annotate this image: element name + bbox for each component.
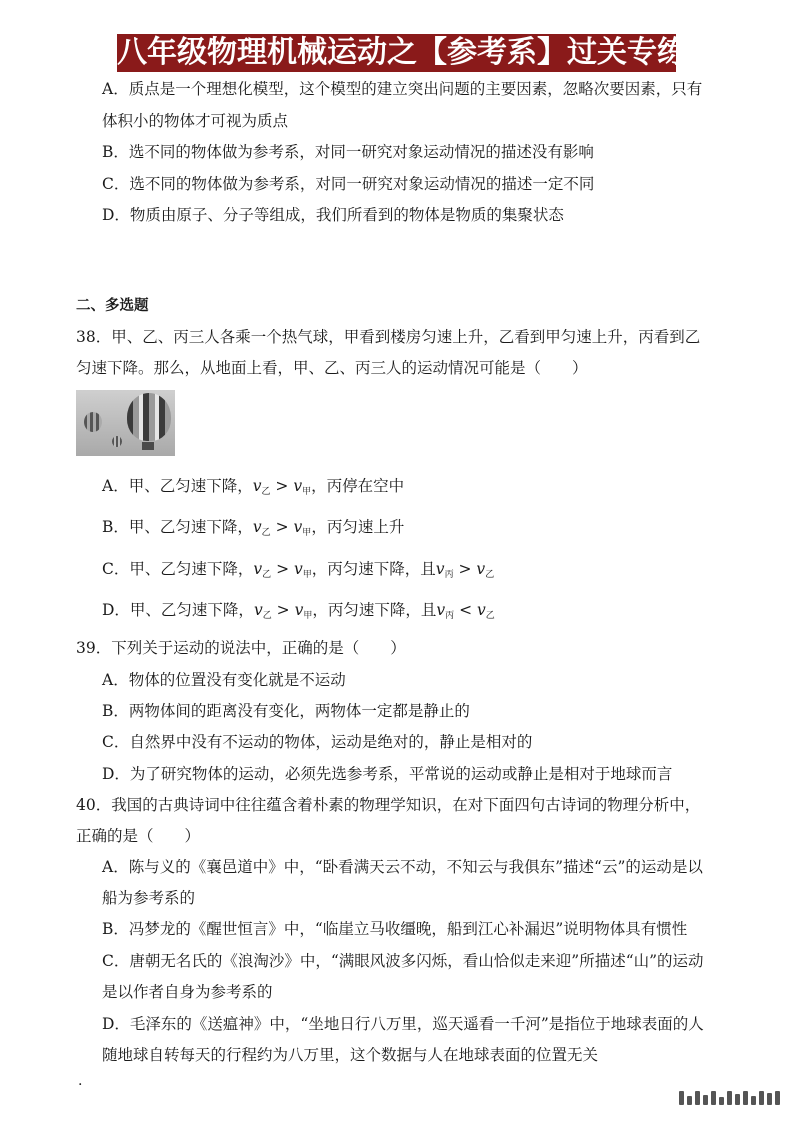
large-balloon-graphic bbox=[127, 393, 171, 441]
small-balloon-graphic bbox=[84, 412, 102, 432]
q40-stem-continued: 正确的是（ ） bbox=[76, 827, 201, 845]
tiny-balloon-graphic bbox=[112, 436, 122, 447]
q38-option-a: A．甲、乙匀速下降，$v_乙 > v_甲$，丙停在空中 bbox=[102, 477, 405, 497]
balloon-basket-graphic bbox=[142, 442, 154, 450]
q37-option-c: C．选不同的物体做为参考系，对同一研究对象运动情况的描述一定不同 bbox=[102, 175, 595, 193]
q38-option-b: B．甲、乙匀速下降，$v_乙 > v_甲$，丙匀速上升 bbox=[102, 518, 405, 538]
q40-stem: 40．我国的古典诗词中往往蕴含着朴素的物理学知识，在对下面四句古诗词的物理分析中， bbox=[76, 796, 701, 814]
q40-option-a: A．陈与义的《襄邑道中》中，“卧看满天云不动，不知云与我俱东”描述“云”的运动是以 bbox=[102, 858, 703, 876]
q39-stem: 39．下列关于运动的说法中，正确的是（ ） bbox=[76, 639, 406, 657]
q37-option-a: A．质点是一个理想化模型，这个模型的建立突出问题的主要因素，忽略次要因素，只有 bbox=[102, 80, 703, 98]
q38-stem: 38．甲、乙、丙三人各乘一个热气球，甲看到楼房匀速上升，乙看到甲匀速上升，丙看到乙 bbox=[76, 328, 701, 346]
q40-option-d-continued: 随地球自转每天的行程约为八万里，这个数据与人在地球表面的位置无关 bbox=[102, 1046, 599, 1064]
q38-stem-continued: 匀速下降。那么，从地面上看，甲、乙、丙三人的运动情况可能是（ ） bbox=[76, 359, 588, 377]
page-title-banner: 八年级物理机械运动之【参考系】过关专练 bbox=[117, 35, 687, 70]
watermark-bars-icon bbox=[679, 1091, 780, 1105]
q40-option-a-continued: 船为参考系的 bbox=[102, 889, 196, 907]
q38-option-d: D．甲、乙匀速下降，$v_乙 > v_甲$，丙匀速下降，且$v_丙 < v_乙$ bbox=[102, 601, 495, 621]
q37-option-b: B．选不同的物体做为参考系，对同一研究对象运动情况的描述没有影响 bbox=[102, 143, 594, 161]
q40-option-d: D．毛泽东的《送瘟神》中，“坐地日行八万里，巡天遥看一千河”是指位于地球表面的人 bbox=[102, 1015, 704, 1033]
q40-option-b: B．冯梦龙的《醒世恒言》中，“临崖立马收缰晚，船到江心补漏迟”说明物体具有惯性 bbox=[102, 920, 688, 938]
q39-option-a: A．物体的位置没有变化就是不运动 bbox=[102, 671, 346, 689]
q39-option-c: C．自然界中没有不运动的物体，运动是绝对的，静止是相对的 bbox=[102, 733, 533, 751]
section-heading-multiple-choice: 二、多选题 bbox=[76, 298, 149, 314]
q38-option-c: C．甲、乙匀速下降，$v_乙 > v_甲$，丙匀速下降，且$v_丙 > v_乙$ bbox=[102, 560, 495, 580]
q39-option-b: B．两物体间的距离没有变化，两物体一定都是静止的 bbox=[102, 702, 470, 720]
trailing-dot: . bbox=[78, 1073, 83, 1089]
q40-option-c-continued: 是以作者自身为参考系的 bbox=[102, 983, 273, 1001]
q40-option-c: C．唐朝无名氏的《浪淘沙》中，“满眼风波多闪烁，看山恰似走来迎”所描述“山”的运动 bbox=[102, 952, 704, 970]
q37-option-a-continued: 体积小的物体才可视为质点 bbox=[102, 112, 289, 130]
q37-option-d: D．物质由原子、分子等组成，我们所看到的物体是物质的集聚状态 bbox=[102, 206, 564, 224]
q39-option-d: D．为了研究物体的运动，必须先选参考系，平常说的运动或静止是相对于地球而言 bbox=[102, 765, 673, 783]
hot-air-balloon-image bbox=[76, 390, 175, 456]
